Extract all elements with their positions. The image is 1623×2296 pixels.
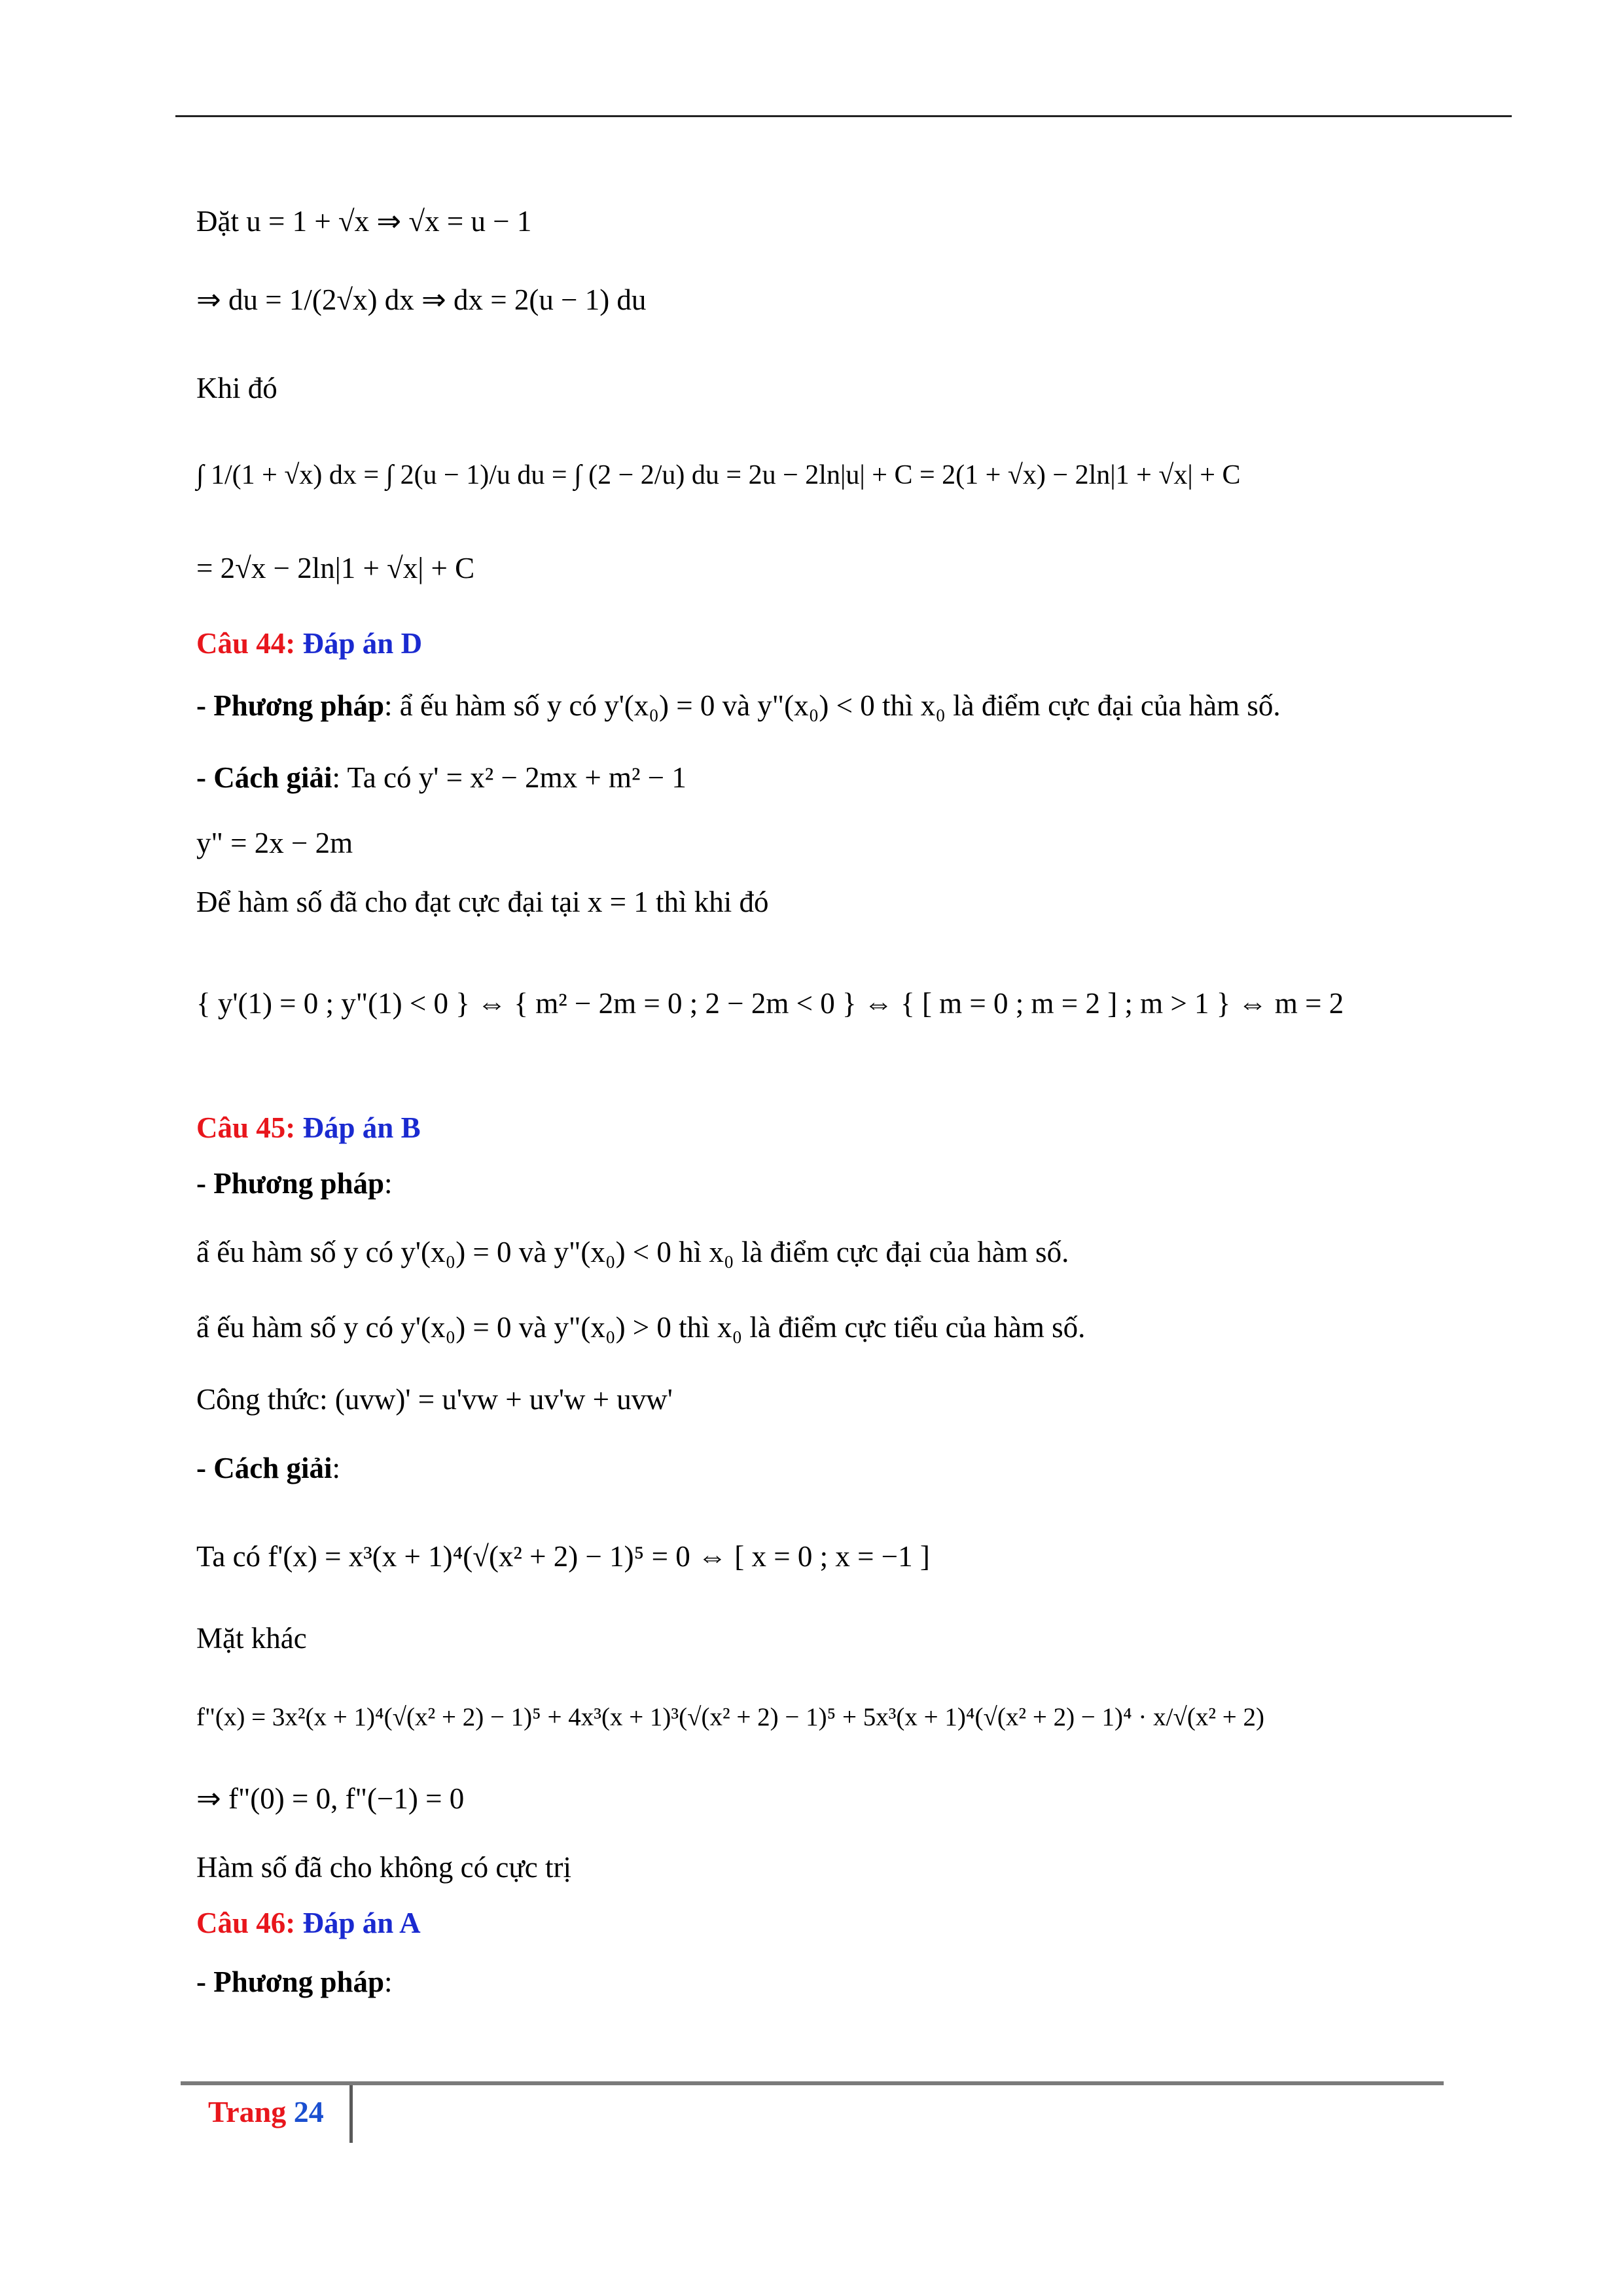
- method-label: - Phương pháp: [196, 1167, 385, 1200]
- text-line: Khi đó: [196, 372, 277, 404]
- method-label: - Phương pháp: [196, 1965, 385, 1998]
- solution-label: - Cách giải: [196, 761, 332, 794]
- page-label: Trang: [208, 2095, 287, 2128]
- method-text: :: [384, 1167, 393, 1200]
- equation-line: f"(x) = 3x²(x + 1)⁴(√(x² + 2) − 1)⁵ + 4x³(x + 1)³(√(x² + 2) − 1)⁵ + 5x³(x + 1)⁴(√(x² + 2) − 1)⁴ · x/√(x² + 2): [196, 1703, 1265, 1731]
- text-line: Hàm số đã cho không có cực trị: [196, 1851, 571, 1884]
- page-number: [208, 2094, 324, 2129]
- equation-line: ⇒ f"(0) = 0, f"(−1) = 0: [196, 1782, 465, 1815]
- solution-label: - Cách giải: [196, 1452, 332, 1484]
- text-line: Đặt u = 1 + √x ⇒ √x = u − 1: [196, 205, 532, 238]
- answer-label: Đáp án A: [302, 1907, 421, 1939]
- text-line: Để hàm số đã cho đạt cực đại tại x = 1 thì khi đó: [196, 886, 769, 918]
- question-label: Câu 45:: [196, 1111, 296, 1144]
- answer-label: Đáp án B: [302, 1111, 421, 1144]
- text-line: Công thức: (uvw)' = u'vw + uv'w + uvw': [196, 1383, 673, 1416]
- text-line: ẩ ếu hàm số y có y'(x₀) = 0 và y"(x₀) < 0 hì x₀ là điểm cực đại của hàm số.: [196, 1236, 1069, 1268]
- answer-label: Đáp án D: [302, 627, 423, 660]
- text-line: ⇒ du = 1/(2√x) dx ⇒ dx = 2(u − 1) du: [196, 283, 647, 316]
- method-text: :: [384, 1965, 393, 1998]
- text-line: Mặt khác: [196, 1622, 307, 1655]
- text-line: y" = 2x − 2m: [196, 827, 353, 859]
- solution-text: : Ta có y' = x² − 2mx + m² − 1: [332, 761, 687, 794]
- solution-line: [196, 1450, 340, 1486]
- equation-line: Ta có f'(x) = x³(x + 1)⁴(√(x² + 2) − 1)⁵ = 0 ⇔ [ x = 0 ; x = −1 ]: [196, 1540, 930, 1573]
- method-line: [196, 1964, 393, 2000]
- solution-text: :: [332, 1452, 341, 1484]
- question-heading-44: [196, 625, 422, 662]
- question-label: Câu 46:: [196, 1907, 296, 1939]
- equation-line: ∫ 1/(1 + √x) dx = ∫ 2(u − 1)/u du = ∫ (2 − 2/u) du = 2u − 2ln|u| + C = 2(1 + √x) − 2ln|1 + √x| + C: [196, 460, 1241, 490]
- method-label: - Phương pháp: [196, 689, 385, 722]
- page-number-value: 24: [293, 2095, 324, 2128]
- method-text: : ẩ ếu hàm số y có y'(x₀) = 0 và y"(x₀) < 0 thì x₀ là điểm cực đại của hàm số.: [384, 689, 1281, 722]
- text-line: ẩ ếu hàm số y có y'(x₀) = 0 và y"(x₀) > 0 thì x₀ là điểm cực tiểu của hàm số.: [196, 1311, 1086, 1344]
- method-line: [196, 687, 1281, 724]
- equation-line: = 2√x − 2ln|1 + √x| + C: [196, 552, 475, 584]
- question-heading-46: [196, 1905, 421, 1941]
- question-label: Câu 44:: [196, 627, 296, 660]
- system-equation: { y'(1) = 0 ; y"(1) < 0 } ⇔ { m² − 2m = 0 ; 2 − 2m < 0 } ⇔ { [ m = 0 ; m = 2 ] ; m > 1 } ⇔ m = 2: [196, 987, 1344, 1020]
- method-line: [196, 1165, 393, 1202]
- question-heading-45: [196, 1109, 421, 1146]
- footer-rule: [181, 2081, 1444, 2085]
- footer-divider: [349, 2085, 353, 2143]
- solution-line: [196, 759, 687, 796]
- header-rule: [175, 115, 1512, 117]
